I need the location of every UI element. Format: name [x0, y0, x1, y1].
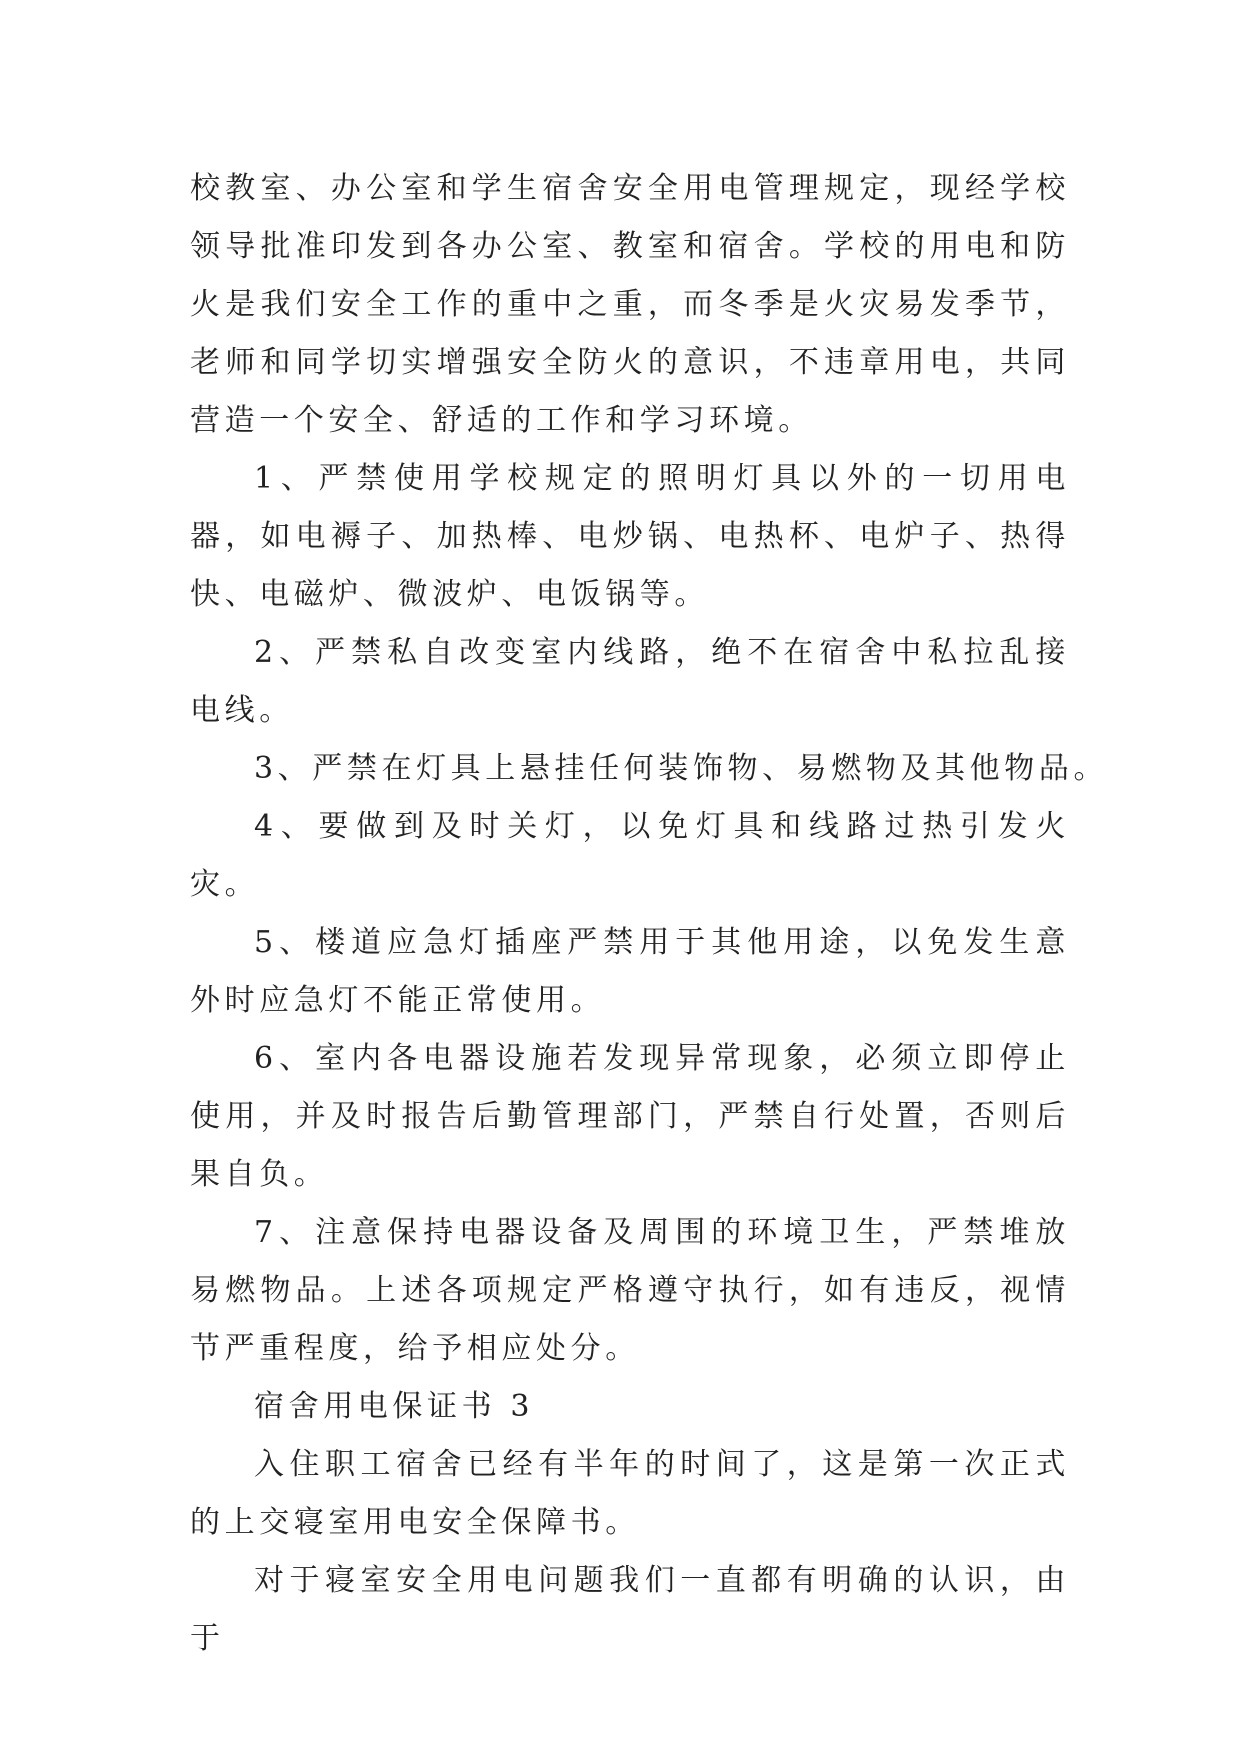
- document-body: [190, 160, 1109, 1668]
- paragraph-intro: 校教室、办公室和学生宿舍安全用电管理规定，现经学校领导批准印发到各办公室、教室和宿舍。学校的用电和防火是我们安全工作的重中之重，而冬季是火灾易发季节，老师和同学切实增强安全防火的意识，不违章用电，共同营造一个安全、舒适的工作和学习环境。: [190, 171, 1070, 438]
- paragraph-section-3-2: 对于寝室安全用电问题我们一直都有明确的认识，由于: [190, 1563, 1070, 1656]
- paragraph-rule-1: 1、严禁使用学校规定的照明灯具以外的一切用电器，如电褥子、加热棒、电炒锅、电热杯、电炉子、热得快、电磁炉、微波炉、电饭锅等。: [190, 461, 1070, 612]
- section-heading: 宿舍用电保证书 3: [254, 1389, 535, 1424]
- paragraph-rule-7: 7、注意保持电器设备及周围的环境卫生，严禁堆放易燃物品。上述各项规定严格遵守执行，如有违反，视情节严重程度，给予相应处分。: [190, 1215, 1070, 1366]
- paragraph-rule-4: 4、要做到及时关灯，以免灯具和线路过热引发火灾。: [190, 809, 1070, 902]
- paragraph-section-3-1: 入住职工宿舍已经有半年的时间了，这是第一次正式的上交寝室用电安全保障书。: [190, 1447, 1070, 1540]
- paragraph-rule-3: 3、严禁在灯具上悬挂任何装饰物、易燃物及其他物品。: [254, 751, 1109, 786]
- paragraph-rule-6: 6、室内各电器设施若发现异常现象，必须立即停止使用，并及时报告后勤管理部门，严禁自行处置，否则后果自负。: [190, 1041, 1070, 1192]
- paragraph-rule-2: 2、严禁私自改变室内线路，绝不在宿舍中私拉乱接电线。: [190, 635, 1070, 728]
- paragraph-rule-5: 5、楼道应急灯插座严禁用于其他用途，以免发生意外时应急灯不能正常使用。: [190, 925, 1070, 1018]
